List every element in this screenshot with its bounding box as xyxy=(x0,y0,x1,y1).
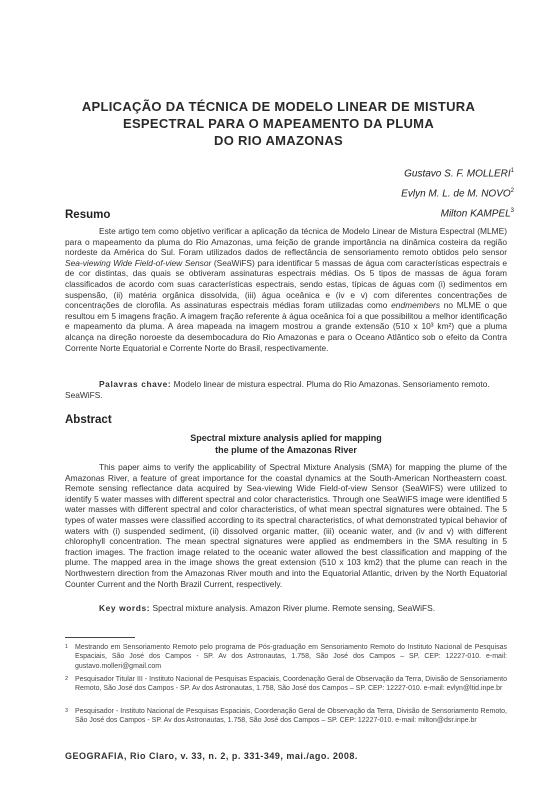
resumo-heading: Resumo xyxy=(65,209,111,221)
author-name: Milton KAMPEL$^3$ xyxy=(440,207,514,219)
resumo-keywords: Palavras chave: Modelo linear de mistura espectral. Pluma do Rio Amazonas. Sensoriamento remoto. SeaWiFS. xyxy=(65,379,490,400)
abstract-subtitle: Spectral mixture analysis aplied for mapping the plume of the Amazonas River xyxy=(190,433,382,455)
author-list xyxy=(401,163,514,222)
footnote-divider xyxy=(65,637,135,638)
footnote: 2 Pesquisador Titular III - Instituto Nacional de Pesquisas Espaciais, Coordenação Geral de Observação da Terra, Divisão de Sensoriamento Remoto, São José dos Campos - SP. Av dos Astronautas, 1.758, São José dos Campos – SP. CEP: 12227-010. e-mail: evlyn@ltid.inpe.br xyxy=(65,676,507,693)
resumo-body: Este artigo tem como objetivo verificar a aplicação da técnica de Modelo Linear de Mistura Espectral (MLME) para o mapeamento da pluma do Rio Amazonas, uma feição de grande importância na dinâmica costeira da região nordeste da América do Sul. Foram utilizados dados de reflectância de sensoriamento remoto obtidos pelo sensor Sea-viewing Wide Field-of-view Sensor (SeaWiFS) para identificar 5 massas de água com características espectrais e de cor distintas, das quais se obtiveram assinaturas espectrais médias. Os 5 tipos de massas de água foram classificados de acordo com suas características espectrais, sendo estas, típicas de águas com (i) sedimentos em suspensão, (ii) matéria orgânica dissolvida, (iii) água oceânica e (iv e v) com diferentes concentrações de concentrações de clorofila. As assinaturas espectrais médias foram utilizadas como endmembers no MLME o que resultou em 5 imagens fração. A imagem fração referente à água oceânica foi a que possibilitou a melhor identificação e mapeamento da pluma. A área mapeada na imagem mostrou a grande extensão (510 x 10³ km²) que a pluma alcança na direção noroeste da desembocadura do Rio Amazonas e para o Oceano Atlântico sob o efeito da Contra Corrente Norte Equatorial e Corrente Norte do Brasil, respectivamente. xyxy=(65,226,507,353)
title-line: ESPECTRAL PARA O MAPEAMENTO DA PLUMA xyxy=(122,116,435,131)
author-name: Evlyn M. L. de M. NOVO$^2$ xyxy=(401,187,514,200)
footnote: 3 Pesquisador - Instituto Nacional de Pesquisas Espaciais, Coordenação Geral de Observação da Terra, Divisão de Sensoriamento Remoto, São José dos Campos - SP. Av dos Astronautas, 1.758, São José dos Campos – SP. CEP: 12227-010. e-mail: milton@dsr.inpe.br xyxy=(65,708,507,725)
footnote: 1 Mestrando em Sensoriamento Remoto pelo programa de Pós-graduação em Sensoriamento Remoto do Instituto Nacional de Pesquisas Espaciais, São José dos Campos - SP. Av dos Astronautas, 1.758, São José dos Campos – SP. CEP: 12227-010. e-mail: gustavo.molleri@gmail.com xyxy=(65,644,507,670)
abstract-keywords: Key words: Spectral mixture analysis. Amazon River plume. Remote sensing, SeaWiFS. xyxy=(99,603,436,613)
abstract-heading: Abstract xyxy=(65,414,112,426)
journal-footer: GEOGRAFIA, Rio Claro, v. 33, n. 2, p. 331-349, mai./ago. 2008. xyxy=(65,751,358,761)
author-name: Gustavo S. F. MOLLERI$^1$ xyxy=(404,168,514,180)
paper-title xyxy=(70,98,487,149)
title-line: DO RIO AMAZONAS xyxy=(214,133,343,148)
abstract-body: This paper aims to verify the applicability of Spectral Mixture Analysis (SMA) for mapping the plume of the Amazonas River, a feature of great importance for the coastal dynamics at the South-American Northeastern coast. Remote sensing reflectance data acquired by Sea-viewing Wide Field-of-view Sensor (SeaWiFS) were utilized to identify 5 water masses with different spectral and color characteristics. Through one SeaWiFS image were identified 5 water masses with different spectral and color characteristics, of what mean spectral signatures were obtained. The 5 types of water masses were classified according to its spectral characteristics, of what demonstrated typical behavior of waters with (i) suspended sediment, (ii) dissolved organic matter, (iii) oceanic water, and (iv and v) with different chlorophyll concentration. The mean spectral signatures were applied as endmembers in the SMA resulting in 5 fraction images. The fraction image related to the oceanic water allowed the best classification and mapping of the plume. The mapped area in the image shows the great extension (510 x 103 km2) that the plume can reach in the Northwestern direction from the Amazonas River mouth and into the Equatorial Atlantic, driven by the North Equatorial Counter Current and the North Brazil Current, respectively. xyxy=(65,462,507,589)
title-line: APLICAÇÃO DA TÉCNICA DE MODELO LINEAR DE MISTURA xyxy=(81,99,476,114)
